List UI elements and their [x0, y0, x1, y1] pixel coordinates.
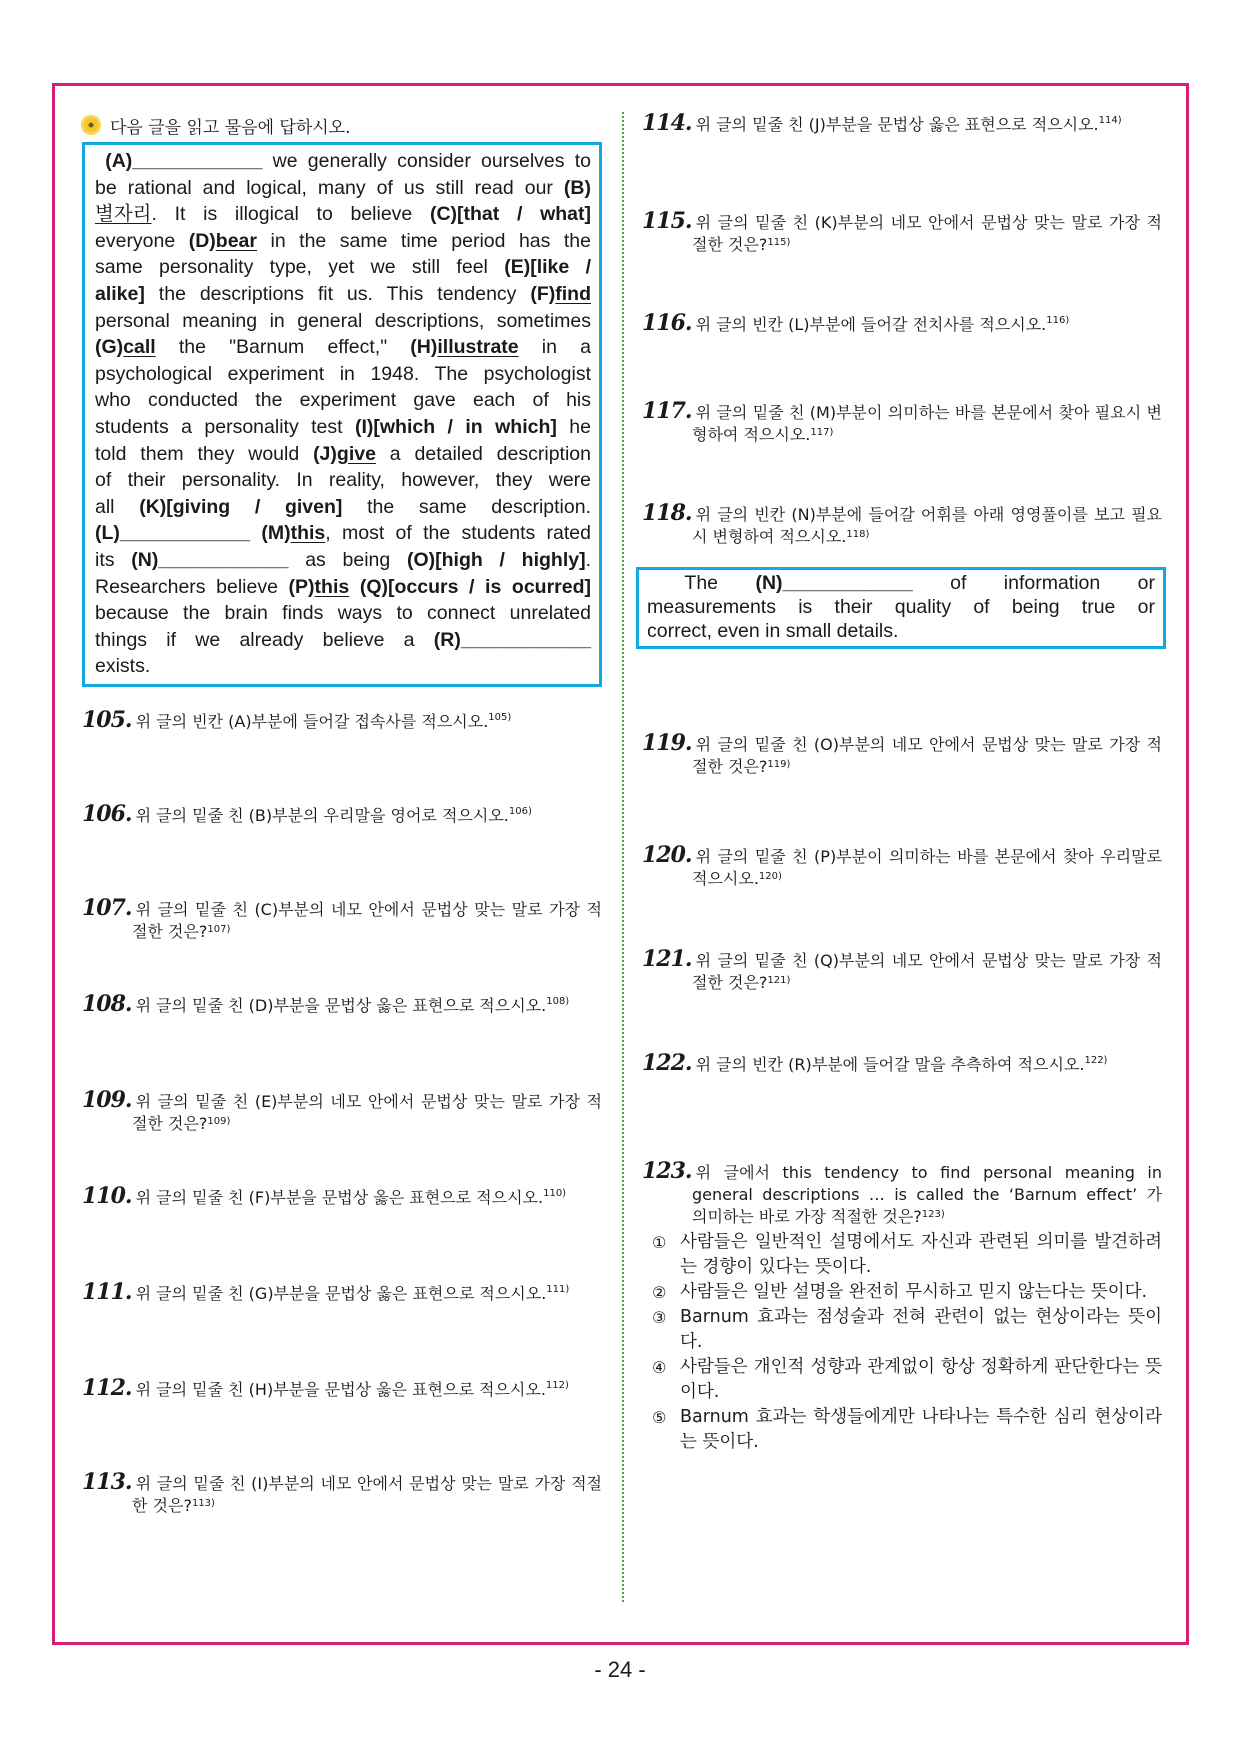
question-text-cont: 절한 것은?: [132, 921, 208, 941]
question-line: [642, 110, 1122, 136]
question-123: [642, 1160, 1162, 1228]
footnote-ref: 111): [546, 1283, 570, 1295]
question-number: 110.: [82, 1182, 132, 1209]
text-span: .: [585, 548, 592, 571]
question-number: 108.: [82, 990, 132, 1017]
choice-text: 사람들은 일반 설명을 완전히 무시하고 믿지 않는다는 뜻이다.: [680, 1282, 1148, 1302]
question-text: 위 글의 밑줄 친 (Q)부분의 네모 안에서 문법상 맞는 말로 가장 적: [695, 951, 1162, 970]
question-text: 위 글의 밑줄 친 (C)부분의 네모 안에서 문법상 맞는 말로 가장 적: [135, 899, 602, 919]
question-122: [642, 1052, 1162, 1076]
text-span: measurements is their quality of being true or: [647, 596, 1155, 618]
question-108: [82, 990, 602, 1017]
text-span: the descriptions fit us. This tendency: [144, 282, 531, 305]
text-span: everyone: [95, 229, 189, 252]
question-number: 106.: [82, 800, 132, 827]
text-line: [95, 467, 591, 494]
text-span: . It is illogical to believe: [151, 203, 430, 226]
question-number: 115.: [642, 208, 692, 234]
bold-phrase: (C)[that / what]: [429, 203, 591, 226]
question-112: [82, 1374, 602, 1401]
text-span: [250, 522, 261, 544]
underlined-phrase: this: [314, 575, 350, 598]
text-span: the "Barnum effect,": [155, 336, 411, 359]
question-text: 위 글의 밑줄 친 (O)부분의 네모 안에서 문법상 맞는 말로 가장 적: [695, 735, 1162, 754]
bold-phrase: (I)[which / in which]: [354, 415, 557, 438]
text-line: [95, 387, 591, 414]
question-number: 122.: [642, 1050, 692, 1076]
flower-icon: [82, 116, 100, 134]
question-line: [82, 1278, 570, 1305]
footnote-ref: 114): [1098, 115, 1122, 126]
text-span: same personality type, yet we still feel: [95, 256, 505, 279]
text-line: [95, 334, 591, 361]
question-115: [642, 210, 1162, 256]
question-line: [642, 732, 1162, 756]
answer-choice-2[interactable]: [642, 1280, 1162, 1305]
question-line: [82, 1374, 569, 1401]
underlined-phrase: give: [336, 442, 376, 465]
question-number: 109.: [82, 1086, 132, 1113]
question-line: [642, 1184, 1162, 1206]
bold-phrase: alike]: [95, 282, 145, 305]
question-line: [82, 1086, 602, 1113]
question-text: 위 글의 밑줄 친 (G)부분을 문법상 옳은 표현으로 적으시오.: [135, 1283, 547, 1303]
text-span: its: [95, 548, 132, 571]
question-text: 위 글의 빈칸 (R)부분에 들어갈 말을 추측하여 적으시오.: [695, 1055, 1085, 1074]
question-text: 위 글의 빈칸 (N)부분에 들어갈 어휘를 아래 영영풀이를 보고 필요: [695, 505, 1162, 524]
question-text: 위 글의 밑줄 친 (H)부분을 문법상 옳은 표현으로 적으시오.: [135, 1379, 546, 1399]
question-line: [642, 844, 1162, 868]
text-line: [95, 175, 591, 202]
question-line: [642, 400, 1162, 424]
text-line: [95, 228, 591, 255]
text-span: in a: [518, 336, 591, 359]
passage-box: [82, 142, 602, 687]
footnote-ref: 113): [191, 1497, 215, 1509]
question-line: [82, 1182, 567, 1209]
question-line: [642, 310, 1070, 336]
answer-choice-1[interactable]: [642, 1230, 1162, 1280]
text-span: students a personality test: [95, 415, 355, 438]
question-text: 위 글의 밑줄 친 (K)부분의 네모 안에서 문법상 맞는 말로 가장 적: [695, 213, 1162, 232]
choice-mark: ④: [652, 1358, 667, 1377]
question-line: [82, 706, 512, 733]
question-text: 의미하는 바로 가장 적절한 것은?: [692, 1207, 922, 1226]
column-divider: [622, 112, 624, 1602]
left-column: [82, 112, 602, 1515]
text-span: in the same time period has the: [257, 229, 591, 252]
bold-phrase: (H): [410, 336, 438, 359]
answer-choice-5[interactable]: [642, 1405, 1162, 1455]
question-line: [82, 894, 602, 921]
text-span: exists.: [95, 655, 151, 678]
text-span: we generally consider ourselves to: [262, 150, 591, 172]
question-number: 120.: [642, 842, 692, 868]
text-line: [95, 574, 591, 601]
text-line: [95, 520, 591, 547]
text-line: [95, 441, 591, 468]
footnote-ref: 116): [1046, 315, 1070, 326]
question-text: 위 글의 밑줄 친 (F)부분을 문법상 옳은 표현으로 적으시오.: [135, 1187, 544, 1207]
underlined-phrase: find: [555, 282, 591, 305]
bold-phrase: (Q)[occurs / is ocurred]: [359, 575, 591, 598]
bold-phrase: ____________: [132, 150, 263, 172]
instruction: [82, 112, 602, 138]
bold-phrase: (E)[like /: [504, 256, 591, 279]
text-line: [647, 619, 1155, 643]
bold-phrase: (M): [261, 522, 291, 545]
text-span: the same description.: [342, 495, 591, 518]
footnote-ref: 109): [207, 1115, 231, 1127]
text-span: he: [556, 415, 592, 438]
text-line: [95, 414, 591, 441]
text-span: Researchers believe: [95, 575, 289, 598]
underlined-phrase: illustrate: [437, 336, 519, 359]
choice-mark: ①: [652, 1233, 667, 1252]
question-118: [642, 502, 1162, 548]
question-number: 123.: [642, 1158, 692, 1184]
footnote-ref: 107): [207, 923, 231, 935]
text-line: [647, 595, 1155, 619]
bold-phrase: (P): [288, 575, 315, 598]
question-text: 위 글의 밑줄 친 (M)부분이 의미하는 바를 본문에서 찾아 필요시 변: [695, 403, 1162, 422]
footnote-ref: 108): [546, 995, 570, 1007]
footnote-ref: 122): [1084, 1055, 1108, 1066]
question-text-cont: 절한 것은?: [692, 973, 768, 992]
question-text: 위 글의 밑줄 친 (D)부분을 문법상 옳은 표현으로 적으시오.: [135, 995, 547, 1015]
question-text-cont: 절한 것은?: [132, 1113, 208, 1133]
footnote-ref: 118): [846, 529, 870, 540]
question-line: [642, 210, 1162, 234]
underlined-phrase: call: [123, 336, 156, 359]
text-span: [349, 576, 360, 598]
question-text-cont: 형하여 적으시오.: [692, 425, 811, 444]
footnote-ref: 115): [767, 237, 791, 248]
question-120: [642, 844, 1162, 890]
question-text: 위 글의 밑줄 친 (I)부분의 네모 안에서 문법상 맞는 말로 가장 적절: [135, 1473, 602, 1493]
text-line: [95, 627, 591, 654]
question-text: 위 글에서 this tendency to find personal meaning in: [695, 1163, 1162, 1182]
question-text-cont: 한 것은?: [132, 1495, 192, 1515]
text-line: [95, 600, 591, 627]
question-line: [82, 800, 532, 827]
underlined-phrase: 별자리: [95, 203, 152, 226]
choice-mark: ②: [652, 1283, 667, 1302]
bold-phrase: (K)[giving / given]: [139, 495, 343, 518]
question-line: [82, 1468, 602, 1495]
text-span: correct, even in small details.: [647, 620, 899, 642]
text-span: a detailed description: [375, 442, 591, 465]
question-text-cont: 절한 것은?: [692, 757, 768, 776]
answer-choice-3[interactable]: [642, 1305, 1162, 1355]
text-line: [95, 653, 591, 680]
choice-mark: ③: [652, 1308, 667, 1327]
choice-text: 사람들은 개인적 성향과 관계없이 항상 정확하게 판단한다는 뜻이다.: [680, 1357, 1162, 1402]
question-text: general descriptions … is called the ‘Barnum effect’ 가: [692, 1185, 1162, 1204]
question-110: [82, 1182, 602, 1209]
definition-box: [636, 567, 1166, 649]
bold-phrase: (A): [95, 150, 133, 172]
question-107: [82, 894, 602, 943]
question-text: 위 글의 빈칸 (L)부분에 들어갈 전치사를 적으시오.: [695, 315, 1047, 334]
question-number: 116.: [642, 310, 692, 336]
question-114: [642, 112, 1162, 136]
text-line: [95, 308, 591, 335]
question-text: 위 글의 밑줄 친 (J)부분을 문법상 옳은 표현으로 적으시오.: [695, 115, 1099, 134]
text-span: of: [950, 572, 967, 594]
text-span: be rational and logical, many of us still read our: [95, 176, 564, 199]
footnote-ref: 105): [488, 711, 512, 723]
bold-phrase: (D): [188, 229, 216, 252]
footnote-ref: 123): [921, 1209, 945, 1220]
text-line: [647, 571, 1155, 595]
footnote-ref: 106): [508, 805, 532, 817]
question-line: [642, 1206, 1162, 1228]
question-line: [642, 948, 1162, 972]
text-span: information: [1003, 572, 1101, 594]
question-number: 119.: [642, 730, 692, 756]
bold-phrase: (L)____________: [95, 522, 251, 545]
question-text-cont: 시 변형하여 적으시오.: [692, 527, 847, 546]
question-line: [642, 502, 1162, 526]
question-119: [642, 732, 1162, 778]
question-line: [642, 1050, 1108, 1076]
bold-phrase: (N)____________: [755, 572, 913, 594]
question-number: 113.: [82, 1468, 132, 1495]
page-number: - 24 -: [594, 1657, 646, 1682]
text-line: [95, 148, 591, 175]
text-span: personal meaning in general descriptions, sometimes: [95, 309, 591, 332]
question-line: [82, 990, 570, 1017]
instruction-text: 다음 글을 읽고 물음에 답하시오.: [110, 117, 351, 138]
footnote-ref: 120): [758, 871, 782, 882]
question-113: [82, 1468, 602, 1517]
footnote-ref: 121): [767, 975, 791, 986]
question-117: [642, 400, 1162, 446]
question-number: 107.: [82, 894, 132, 921]
answer-choices: [642, 1230, 1162, 1455]
footnote-ref: 117): [810, 427, 834, 438]
question-111: [82, 1278, 602, 1305]
text-line: [95, 547, 591, 574]
text-line: [95, 201, 591, 228]
underlined-phrase: this: [290, 522, 326, 545]
choice-text: Barnum 효과는 점성술과 전혀 관련이 없는 현상이라는 뜻이다.: [680, 1307, 1162, 1352]
text-line: [95, 361, 591, 388]
text-span: psychological experiment in 1948. The psychologist: [95, 362, 591, 385]
text-span: because the brain finds ways to connect unrelated: [95, 602, 591, 625]
choice-text: Barnum 효과는 학생들에게만 나타나는 특수한 심리 현상이라는 뜻이다.: [680, 1407, 1162, 1452]
question-text: 위 글의 빈칸 (A)부분에 들어갈 접속사를 적으시오.: [135, 711, 489, 731]
question-number: 105.: [82, 706, 132, 733]
text-span: who conducted the experiment gave each of his: [95, 389, 591, 412]
question-text: 위 글의 밑줄 친 (B)부분의 우리말을 영어로 적으시오.: [135, 805, 509, 825]
question-number: 121.: [642, 946, 692, 972]
text-span: all: [95, 495, 140, 518]
underlined-phrase: bear: [215, 229, 257, 252]
choice-text: 사람들은 일반적인 설명에서도 자신과 관련된 의미를 발견하려는 경향이 있다는 뜻이다.: [680, 1232, 1162, 1277]
text-span: of their personality. In reality, however, they were: [95, 469, 591, 492]
text-span: The: [647, 572, 719, 594]
question-number: 117.: [642, 398, 692, 424]
question-line: [642, 1160, 1162, 1184]
footnote-ref: 112): [545, 1379, 569, 1391]
question-number: 114.: [642, 110, 692, 136]
bold-phrase: (F): [530, 282, 556, 305]
question-text-cont: 절한 것은?: [692, 235, 768, 254]
question-text: 위 글의 밑줄 친 (P)부분이 의미하는 바를 본문에서 찾아 우리말로: [695, 847, 1162, 866]
question-text: 위 글의 밑줄 친 (E)부분의 네모 안에서 문법상 맞는 말로 가장 적: [135, 1091, 602, 1111]
question-number: 118.: [642, 500, 692, 526]
question-106: [82, 800, 602, 827]
bold-phrase: (B): [563, 176, 591, 199]
bold-phrase: (R)____________: [433, 628, 591, 651]
footnote-ref: 110): [543, 1187, 567, 1199]
question-105: [82, 706, 602, 733]
question-text-cont: 적으시오.: [692, 869, 759, 888]
footnote-ref: 119): [767, 759, 791, 770]
text-span: things if we already believe a: [95, 628, 434, 651]
bold-phrase: (N)____________: [131, 548, 289, 571]
question-116: [642, 312, 1162, 336]
question-121: [642, 948, 1162, 994]
bold-phrase: (O)[high / highly]: [406, 548, 586, 571]
text-span: or: [1137, 572, 1156, 594]
text-line: [95, 254, 591, 281]
question-number: 111.: [82, 1278, 132, 1305]
text-line: [95, 494, 591, 521]
choice-mark: ⑤: [652, 1408, 667, 1427]
text-line: [95, 281, 591, 308]
text-span: as being: [288, 548, 407, 571]
text-span: told them they would: [95, 442, 314, 465]
text-span: , most of the students rated: [325, 522, 592, 545]
question-109: [82, 1086, 602, 1135]
bold-phrase: (G): [95, 336, 124, 359]
answer-choice-4[interactable]: [642, 1355, 1162, 1405]
bold-phrase: (J): [313, 442, 337, 465]
question-number: 112.: [82, 1374, 132, 1401]
